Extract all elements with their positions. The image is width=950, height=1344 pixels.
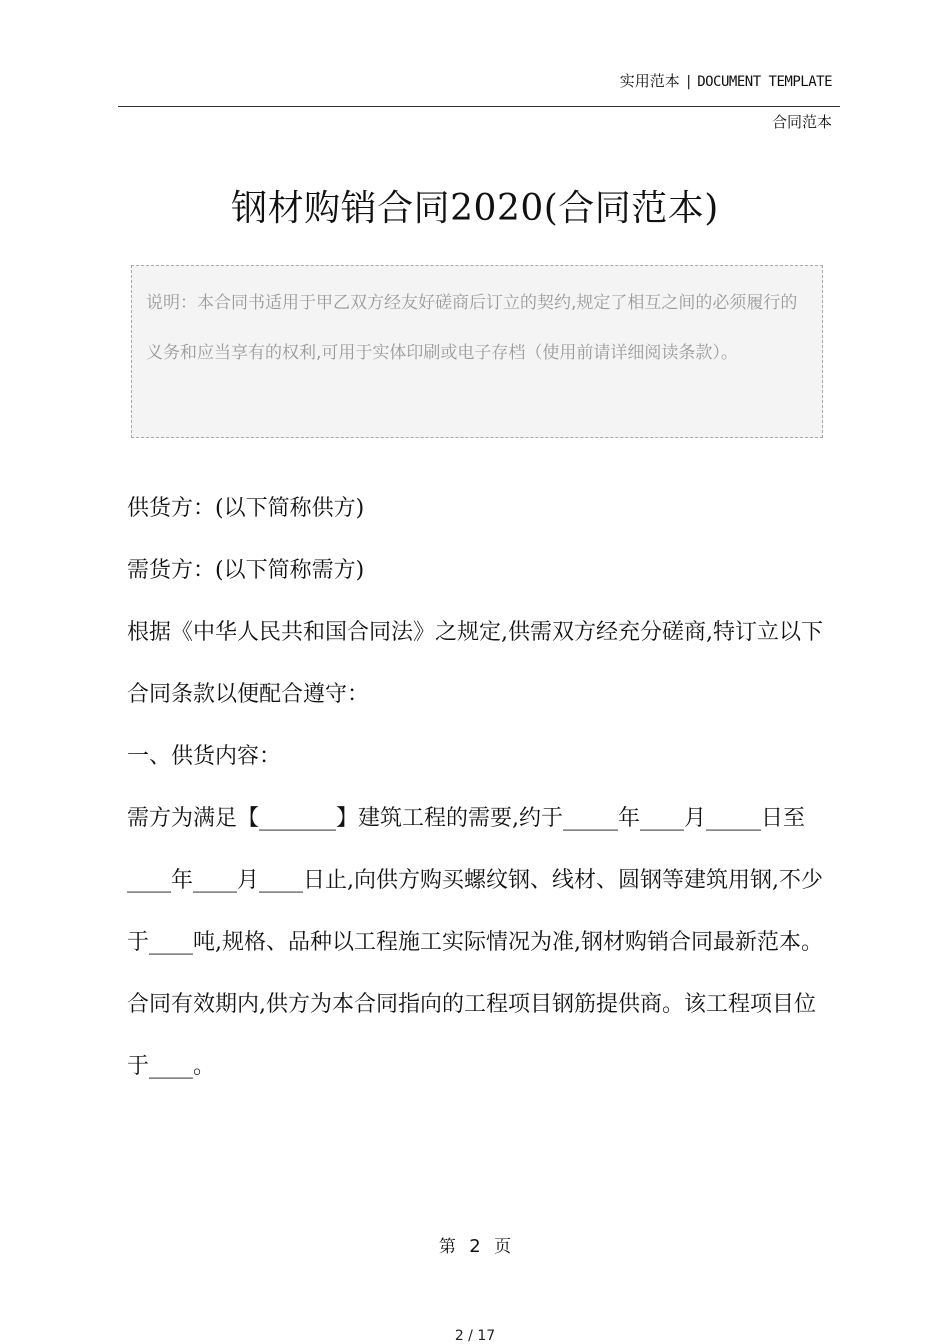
section-heading-supply: 一、供货内容： <box>127 744 282 769</box>
paragraph-supply-content: 需方为满足【_______】建筑工程的需要,约于_____年____月_____日至____年____月____日止,向供方购买螺纹钢、线材、圆钢等建筑用钢,不少于____吨,规格、品种以工程施工实际情况为准,钢材购销合同最新范本。 <box>127 806 823 955</box>
header-divider <box>118 106 840 107</box>
document-body <box>127 478 827 1098</box>
paragraph-validity: 合同有效期内,供方为本合同指向的工程项目钢筋提供商。该工程项目位于____。 <box>127 992 816 1079</box>
note-box: 说明：本合同书适用于甲乙双方经友好磋商后订立的契约,规定了相互之间的必须履行的义务和应当享有的权利,可用于实体印刷或电子存档（使用前请详细阅读条款）。 <box>131 265 823 438</box>
header-doc-label <box>620 70 832 91</box>
paragraph-basis: 根据《中华人民共和国合同法》之规定,供需双方经充分磋商,特订立以下合同条款以便配合遵守： <box>127 620 823 707</box>
page-prefix: 第 <box>438 1237 456 1257</box>
page-count: 2 / 17 <box>454 1328 496 1344</box>
paragraph-buyer: 需货方：(以下简称需方) <box>127 558 365 583</box>
header-separator: | <box>684 74 693 90</box>
paragraph-supplier: 供货方：(以下简称供方) <box>127 496 365 521</box>
page-number: 2 <box>469 1236 481 1257</box>
header-right-label: DOCUMENT TEMPLATE <box>697 74 832 90</box>
page-number-label <box>0 1232 950 1257</box>
document-title: 钢材购销合同2020(合同范本) <box>231 188 719 229</box>
header-sub-label: 合同范本 <box>771 113 832 131</box>
header-left-label: 实用范本 <box>619 72 680 90</box>
page-suffix: 页 <box>494 1237 512 1257</box>
